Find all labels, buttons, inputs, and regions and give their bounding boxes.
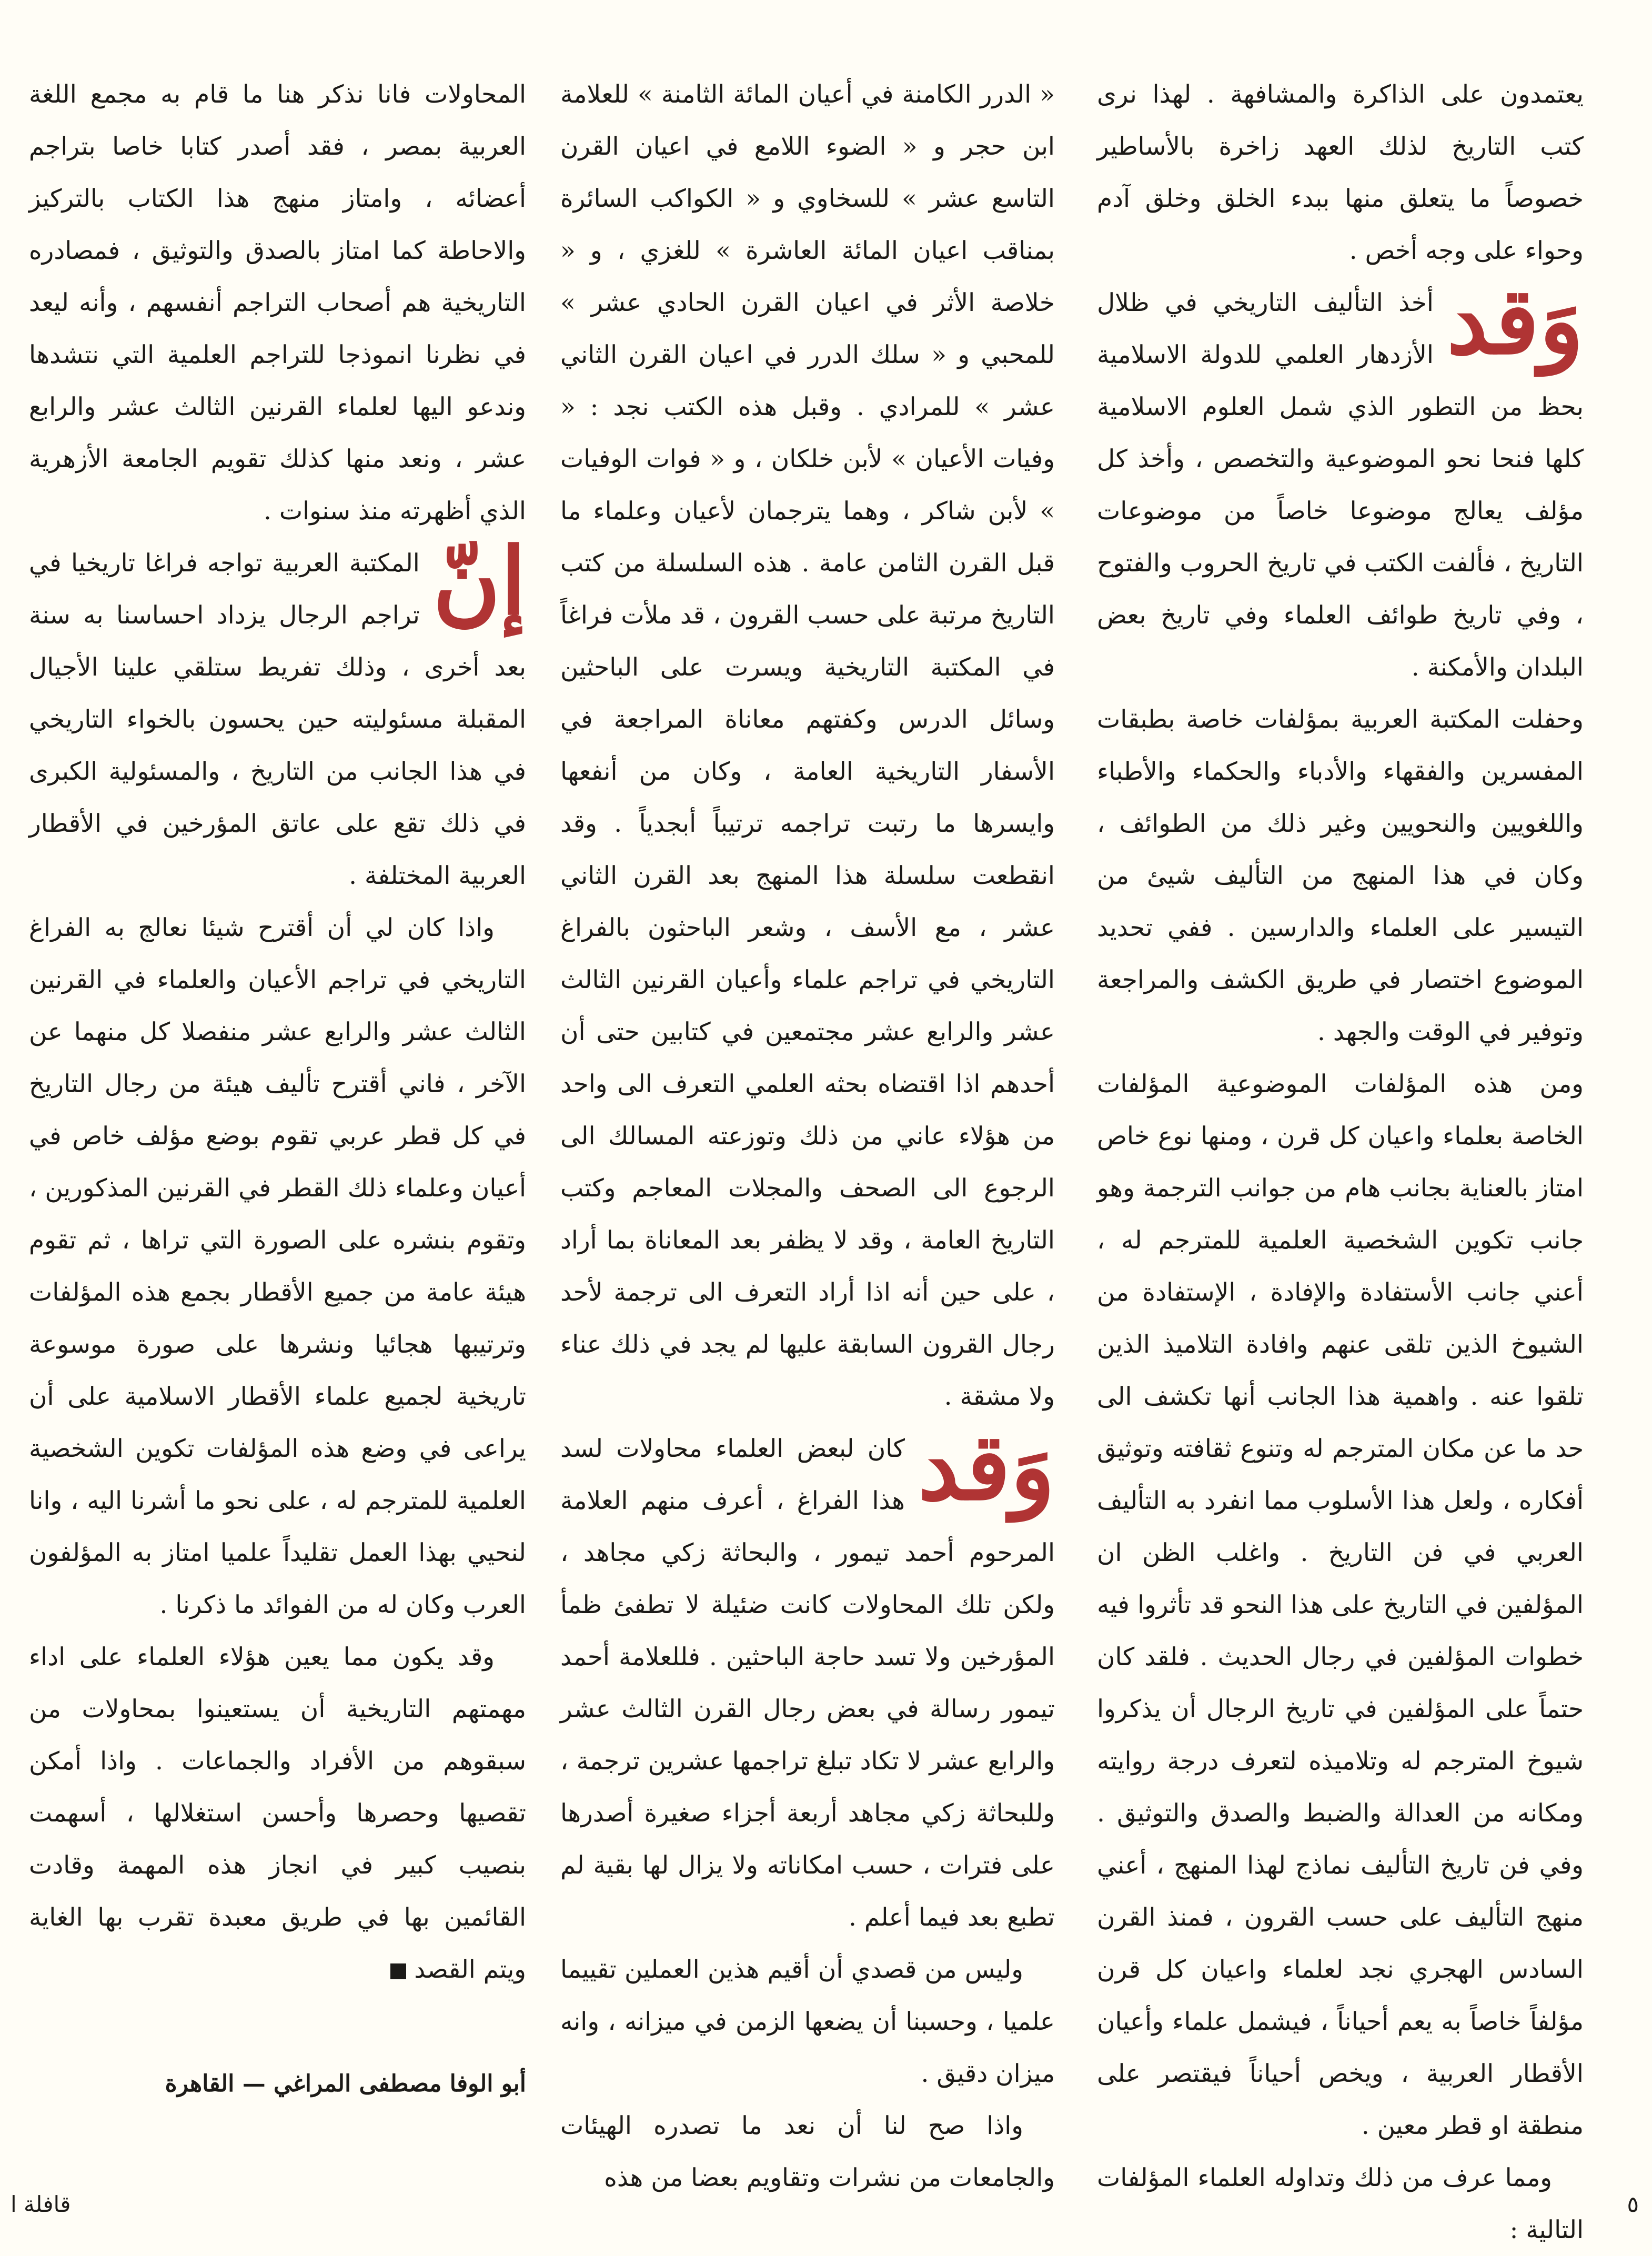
paragraph: ومن هذه المؤلفات الموضوعية المؤلفات الخاصة بعلماء واعيان كل قرن ، ومنها نوع خاص امتاز بالعناية بجانب هام من جوانب الترجمة وهو جانب تكوين الشخصية العلمية للمترجم له ، أعني جانب الأستفادة والإفادة ، الإستفادة من الشيوخ الذين تلقى عنهم وافادة التلاميذ الذين تلقوا عنه . واهمية هذا الجانب أنها تكشف الى حد ما عن مكان المترجم له وتنوع ثقافته وتوثيق أفكاره ، ولعل هذا الأسلوب مما انفرد به التأليف العربي في فن التاريخ . واغلب الظن ان المؤلفين في التاريخ على هذا النحو قد تأثروا فيه خطوات المؤلفين في رجال الحديث . فلقد كان حتماً على المؤلفين في تاريخ الرجال أن يذكروا شيوخ المترجم له وتلاميذه لتعرف درجة روايته ومكانه من العدالة والضبط والصدق والتوثيق . وفي فن تاريخ التأليف نماذج لهذا المنهج ، أعني منهج التأليف على حسب القرون ، فمنذ القرن السادس الهجري نجد لعلماء واعيان كل قرن مؤلفاً خاصاً به يعم أحياناً ، فيشمل علماء وأعيان الأقطار العربية ، ويخص أحياناً فيقتصر على منطقة او قطر معين .: [1097, 1070, 1584, 2140]
page-number: ٥: [1627, 2191, 1639, 2217]
dropcap-word: إنّ: [432, 528, 526, 636]
paragraph: وليس من قصدي أن أقيم هذين العملين تقييما علميا ، وحسبنا أن يضعها الزمن في ميزانه ، وانه ميزان دقيق .: [560, 1955, 1055, 2088]
article-column-right: [1097, 68, 1584, 2244]
paragraph: [560, 1413, 1055, 1943]
dropcap-word: وَقد: [918, 1413, 1055, 1521]
article-column-left: [29, 68, 526, 2083]
paragraph: [1097, 267, 1584, 693]
end-of-article-mark: [390, 1963, 406, 1979]
paragraph-text: أخذ التأليف التاريخي في ظلال الأزدهار العلمي للدولة الاسلامية بحظ من التطور الذي شمل العلوم الاسلامية كلها فنحا نحو الموضوعية والتخصص ، وأخذ كل مؤلف يعالج موضوعا خاصاً من موضوعات التاريخ ، فألفت الكتب في تاريخ الحروب والفتوح ، وفي تاريخ طوائف العلماء وفي تاريخ بعض البلدان والأمكنة .: [1097, 288, 1584, 682]
paragraph: [29, 528, 526, 902]
paragraph-text: كان لبعض العلماء محاولات لسد هذا الفراغ ، أعرف منهم العلامة المرحوم أحمد تيمور ، والبحاثة زكي مجاهد ، ولكن تلك المحاولات كانت ضئيلة لا تطفئ ظمأ المؤرخين ولا تسد حاجة الباحثين . فللعلامة أحمد تيمور رسالة في بعض رجال القرن الثالث عشر والرابع عشر لا تكاد تبلغ تراجمها عشرين ترجمة ، وللبحاثة زكي مجاهد أربعة أجزاء صغيرة أصدرها على فترات ، حسب امكاناته ولا يزال لها بقية لم تطبع بعد فيما أعلم .: [560, 1434, 1055, 1932]
paragraph-text: وقد يكون مما يعين هؤلاء العلماء على اداء مهمتهم التاريخية أن يستعينوا بمحاولات من سبقوهم من الأفراد والجماعات . واذا أمكن تقصيها وحصرها وأحسن استغلالها ، أسهمت بنصيب كبير في انجاز هذه المهمة وقادت القائمين بها في طريق معبدة تقرب بها الغاية ويتم القصد: [29, 1643, 526, 1984]
magazine-name: قافلة ا: [11, 2191, 71, 2217]
paragraph: واذا صح لنا أن نعد ما تصدره الهيئات والجامعات من نشرات وتقاويم بعضا من هذه: [560, 2111, 1055, 2192]
paragraph: [29, 1631, 526, 1996]
author-byline: أبو الوفا مصطفى المراغي — القاهرة: [165, 2070, 526, 2097]
article-column-middle: [560, 68, 1055, 2192]
paragraph: واذا كان لي أن أقترح شيئا نعالج به الفراغ التاريخي في تراجم الأعيان والعلماء في القرنين الثالث عشر والرابع عشر منفصلا كل منهما عن الآخر ، فاني أقترح تأليف هيئة من رجال التاريخ في كل قطر عربي تقوم بوضع مؤلف خاص في أعيان وعلماء ذلك القطر في القرنين المذكورين ، وتقوم بنشره على الصورة التي تراها ، ثم تقوم هيئة عامة من جميع الأقطار بجمع هذه المؤلفات وترتيبها هجائيا ونشرها على صورة موسوعة تاريخية لجميع علماء الأقطار الاسلامية على أن يراعى في وضع هذه المؤلفات تكوين الشخصية العلمية للمترجم له ، على نحو ما أشرنا اليه ، وانا لنحيي بهذا العمل تقليداً علميا امتاز به المؤلفون العرب وكان له من الفوائد ما ذكرنا .: [29, 913, 526, 1619]
dropcap-word: وَقد: [1446, 267, 1584, 375]
paragraph-text: المكتبة العربية تواجه فراغا تاريخيا في تراجم الرجال يزداد احساسنا به سنة بعد أخرى ، وذلك تفريط ستلقي علينا الأجيال المقبلة مسئوليته حين يحسون بالخواء التاريخي في هذا الجانب من التاريخ ، والمسئولية الكبرى في ذلك تقع على عاتق المؤرخين في الأقطار العربية المختلفة .: [29, 549, 526, 890]
paragraph: « الدرر الكامنة في أعيان المائة الثامنة » للعلامة ابن حجر و « الضوء اللامع في اعيان القرن التاسع عشر » للسخاوي و « الكواكب السائرة بمناقب اعيان المائة العاشرة » للغزي ، و « خلاصة الأثر في اعيان القرن الحادي عشر » للمحبي و « سلك الدرر في اعيان القرن الثاني عشر » للمرادي . وقبل هذه الكتب نجد : « وفيات الأعيان » لأبن خلكان ، و « فوات الوفيات » لأبن شاكر ، وهما يترجمان لأعيان وعلماء ما قبل القرن الثامن عامة . هذه السلسلة من كتب التاريخ مرتبة على حسب القرون ، قد ملأت فراغاً في المكتبة التاريخية ويسرت على الباحثين وسائل الدرس وكفتهم معاناة المراجعة في الأسفار التاريخية العامة ، وكان من أنفعها وايسرها ما رتبت تراجمه ترتيباً أبجدياً . وقد انقطعت سلسلة هذا المنهج بعد القرن الثاني عشر ، مع الأسف ، وشعر الباحثون بالفراغ التاريخي في تراجم علماء وأعيان القرنين الثالث عشر والرابع عشر مجتمعين في كتابين حتى أن أحدهم اذا اقتضاه بحثه العلمي التعرف الى واحد من هؤلاء عاني من ذلك وتوزعته المسالك الى الرجوع الى الصحف والمجلات المعاجم وكتب التاريخ العامة ، وقد لا يظفر بعد المعاناة بما أراد ، على حين أنه اذا أراد التعرف الى ترجمة لأحد رجال القرون السابقة عليها لم يجد في ذلك عناء ولا مشقة .: [560, 80, 1055, 1411]
paragraph: يعتمدون على الذاكرة والمشافهة . لهذا نرى كتب التاريخ لذلك العهد زاخرة بالأساطير خصوصاً ما يتعلق منها ببدء الخلق وخلق آدم وحواء على وجه أخص .: [1097, 80, 1584, 265]
paragraph: المحاولات فانا نذكر هنا ما قام به مجمع اللغة العربية بمصر ، فقد أصدر كتابا خاصا بتراجم أعضائه ، وامتاز منهج هذا الكتاب بالتركيز والاحاطة كما امتاز بالصدق والتوثيق ، فمصادره التاريخية هم أصحاب التراجم أنفسهم ، وأنه ليعد في نظرنا انموذجا للتراجم العلمية التي نتشدها وندعو اليها لعلماء القرنين الثالث عشر والرابع عشر ، ونعد منها كذلك تقويم الجامعة الأزهرية الذي أظهرته منذ سنوات .: [29, 80, 526, 526]
paragraph: ومما عرف من ذلك وتداوله العلماء المؤلفات التالية :: [1097, 2163, 1584, 2244]
paragraph: وحفلت المكتبة العربية بمؤلفات خاصة بطبقات المفسرين والفقهاء والأدباء والحكماء والأطباء واللغويين والنحويين وغير ذلك من الطوائف ، وكان في هذا المنهج من التأليف شيئ من التيسير على العلماء والدارسين . ففي تحديد الموضوع اختصار في طريق الكشف والمراجعة وتوفير في الوقت والجهد .: [1097, 705, 1584, 1046]
